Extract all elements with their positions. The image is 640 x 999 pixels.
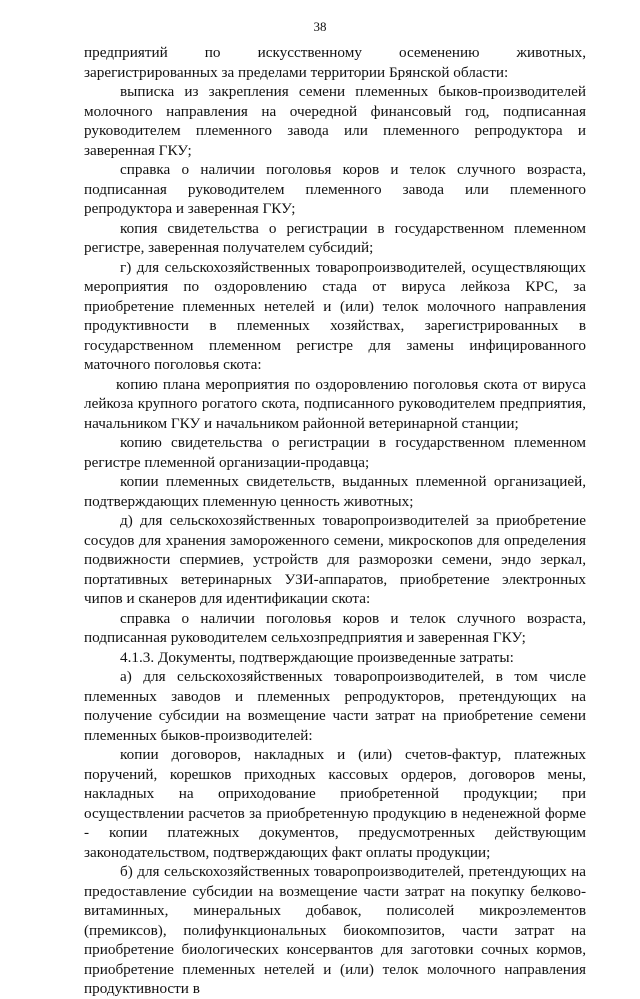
paragraph-leukosis-plan: копию плана мероприятия по оздоровлению поголовья скота от вируса лейкоза крупного рогатого скота, подписанного руководителем предприятия, начальником ГКУ и начальником районной ветеринарной станции; [84,375,586,432]
paragraph-registry-certificate-copy: копия свидетельства о регистрации в государственном племенном регистре, заверенная получателем субсидий; [84,219,586,256]
paragraph-breeding-certificates: копии племенных свидетельств, выданных племенной организацией, подтверждающих племенную ценность животных; [84,473,586,510]
paragraph-item-a: а) для сельскохозяйственных товаропроизводителей, в том числе племенных заводов и племенных репродукторов, претендующих на получение субсидии на возмещение части затрат на приобретение семени племенных быков-производителей: [84,668,586,744]
paragraph-item-g: г) для сельскохозяйственных товаропроизводителей, осуществляющих мероприятия по оздоровлению стада от вируса лейкоза КРС, за приобретение племенных нетелей и (или) телок молочного направления продуктивности в племенных хозяйствах, зарегистрированных в государственном племенном регистре для замены инфицированного маточного поголовья скота: [84,258,586,373]
document-body [84,43,586,999]
section-heading-4-1-3: 4.1.3. Документы, подтверждающие произведенные затраты: [120,648,514,666]
paragraph-contract-copies: копии договоров, накладных и (или) счетов-фактур, платежных поручений, корешков приходных кассовых ордеров, договоров мены, накладных на оприходование приобретенной продукции; при осуществлении расчетов за приобретенную продукцию в неденежной форме - копии платежных документов, предусмотренных действующим законодательством, подтверждающих факт оплаты продукции; [84,746,586,861]
paragraph-item-b: б) для сельскохозяйственных товаропроизводителей, претендующих на предоставление субсидии на возмещение части затрат на покупку белково-витаминных, минеральных добавок, полисолей микроэлементов (премиксов), полифункциональных биокомпозитов, части затрат на приобретение биологических консервантов для заготовки сочных кормов, приобретение племенных нетелей и (или) телок молочного направления продуктивности в [84,863,586,997]
paragraph-intro-continuation: предприятий по искусственному осеменению животных, зарегистрированных за пределами территории Брянской области: [84,44,586,81]
paragraph-seller-registry-copy: копию свидетельства о регистрации в государственном племенном регистре племенной организации-продавца; [84,434,586,471]
page-number: 38 [313,19,327,34]
paragraph-herd-certificate: справка о наличии поголовья коров и телок случного возраста, подписанная руководителем племенного завода или племенного репродуктора и заверенная ГКУ; [84,161,586,217]
paragraph-item-d: д) для сельскохозяйственных товаропроизводителей за приобретение сосудов для хранения замороженного семени, микроскопов для определения подвижности спермиев, устройств для разморозки семени, эндо зеркал, портативных ветеринарных УЗИ-аппаратов, приобретение электронных чипов и сканеров для идентификации скота: [84,512,586,607]
paragraph-bull-semen-extract: выписка из закрепления семени племенных быков-производителей молочного направления на очередной финансовый год, подписанная руководителем племенного завода или племенного репродуктора и заверенная ГКУ; [84,83,586,159]
paragraph-livestock-certificate: справка о наличии поголовья коров и телок случного возраста, подписанная руководителем сельхозпредприятия и заверенная ГКУ; [84,609,586,646]
